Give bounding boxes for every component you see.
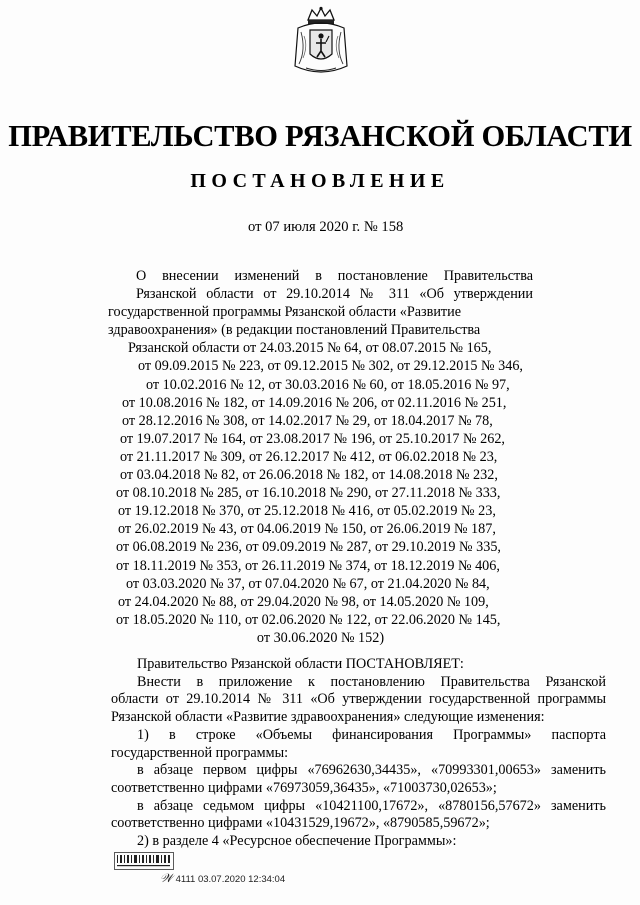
registration-number: 4111 03.07.2020 12:34:04 xyxy=(175,874,286,885)
subject-line: от 10.02.2016 № 12, от 30.03.2016 № 60, от 18.05.2016 № 97, xyxy=(146,376,510,393)
subject-line: Рязанской области от 29.10.2014 № 311 «Об утверждении xyxy=(136,286,533,303)
item-1-line: 1) в строке «Объемы финансирования Программы» паспорта xyxy=(137,726,606,743)
paragraph-seventh-line: в абзаце седьмом цифры «10421100,17672», «8780156,57672» заменить xyxy=(137,797,606,814)
subject-line: О внесении изменений в постановление Правительства xyxy=(136,268,533,284)
coat-of-arms-emblem xyxy=(292,6,350,78)
resolution-body xyxy=(111,656,606,851)
resolves-line: Правительство Рязанской области ПОСТАНОВЛЯЕТ: xyxy=(137,656,464,672)
subject-line: от 03.04.2018 № 82, от 26.06.2018 № 182, от 14.08.2018 № 232, xyxy=(120,467,498,484)
item-2-line: 2) в разделе 4 «Ресурсное обеспечение Программы»: xyxy=(137,833,457,850)
subject-line: от 03.03.2020 № 37, от 07.04.2020 № 67, от 21.04.2020 № 84, xyxy=(126,575,490,592)
subject-line: от 09.09.2015 № 223, от 09.12.2015 № 302, от 29.12.2015 № 346, xyxy=(138,358,523,375)
subject-line: от 30.06.2020 № 152) xyxy=(256,629,385,646)
subject-line: от 18.05.2020 № 110, от 02.06.2020 № 122, от 22.06.2020 № 145, xyxy=(116,611,501,628)
item-1-line: государственной программы: xyxy=(111,744,289,761)
subject-line: от 06.08.2019 № 236, от 09.09.2019 № 287, от 29.10.2019 № 335, xyxy=(116,539,501,556)
signature-mark-icon: 𝒲 xyxy=(160,871,176,885)
subject-line: государственной программы Рязанской области «Развитие xyxy=(108,304,461,321)
subject-line: Рязанской области от 24.03.2015 № 64, от 08.07.2015 № 165, xyxy=(128,340,492,357)
subject-line: от 24.04.2020 № 88, от 29.04.2020 № 98, от 14.05.2020 № 109, xyxy=(118,593,489,610)
subject-line: от 08.10.2018 № 285, от 16.10.2018 № 290, от 27.11.2018 № 333, xyxy=(116,485,501,502)
intro-line: Внести в приложение к постановлению Правительства Рязанской xyxy=(137,673,606,690)
intro-line: Рязанской области «Развитие здравоохранения» следующие изменения: xyxy=(111,709,545,726)
paragraph-first-line: в абзаце первом цифры «76962630,34435», «70993301,00653» заменить xyxy=(137,762,606,779)
subject-line: от 21.11.2017 № 309, от 26.12.2017 № 412, от 06.02.2018 № 23, xyxy=(120,448,498,465)
subject-line: от 19.12.2018 № 370, от 25.12.2018 № 416, от 05.02.2019 № 23, xyxy=(118,503,496,520)
subject-block xyxy=(108,267,533,647)
registration-line xyxy=(160,871,285,886)
subject-line: от 28.12.2016 № 308, от 14.02.2017 № 29, от 18.04.2017 № 78, xyxy=(122,412,493,429)
intro-line: области от 29.10.2014 № 311 «Об утверждении государственной программы xyxy=(111,691,606,708)
subject-line: здравоохранения» (в редакции постановлений Правительства xyxy=(108,322,481,339)
subject-line: от 18.11.2019 № 353, от 26.11.2019 № 374, от 18.12.2019 № 406, xyxy=(116,557,500,574)
document-type: ПОСТАНОВЛЕНИЕ xyxy=(190,170,450,192)
subject-line: от 19.07.2017 № 164, от 23.08.2017 № 196, от 25.10.2017 № 262, xyxy=(120,430,505,447)
organization-title: ПРАВИТЕЛЬСТВО РЯЗАНСКОЙ ОБЛАСТИ xyxy=(8,119,632,153)
subject-line: от 26.02.2019 № 43, от 04.06.2019 № 150, от 26.06.2019 № 187, xyxy=(118,521,496,538)
document-stamp-icon xyxy=(114,852,174,870)
subject-line: от 10.08.2016 № 182, от 14.09.2016 № 206, от 02.11.2016 № 251, xyxy=(122,394,507,411)
document-date-number: от 07 июля 2020 г. № 158 xyxy=(248,219,404,235)
paragraph-seventh-line: соответственно цифрами «10431529,19672», «8790585,59672»; xyxy=(111,815,490,832)
paragraph-first-line: соответственно цифрами «76973059,36435», «71003730,02653»; xyxy=(111,779,497,796)
